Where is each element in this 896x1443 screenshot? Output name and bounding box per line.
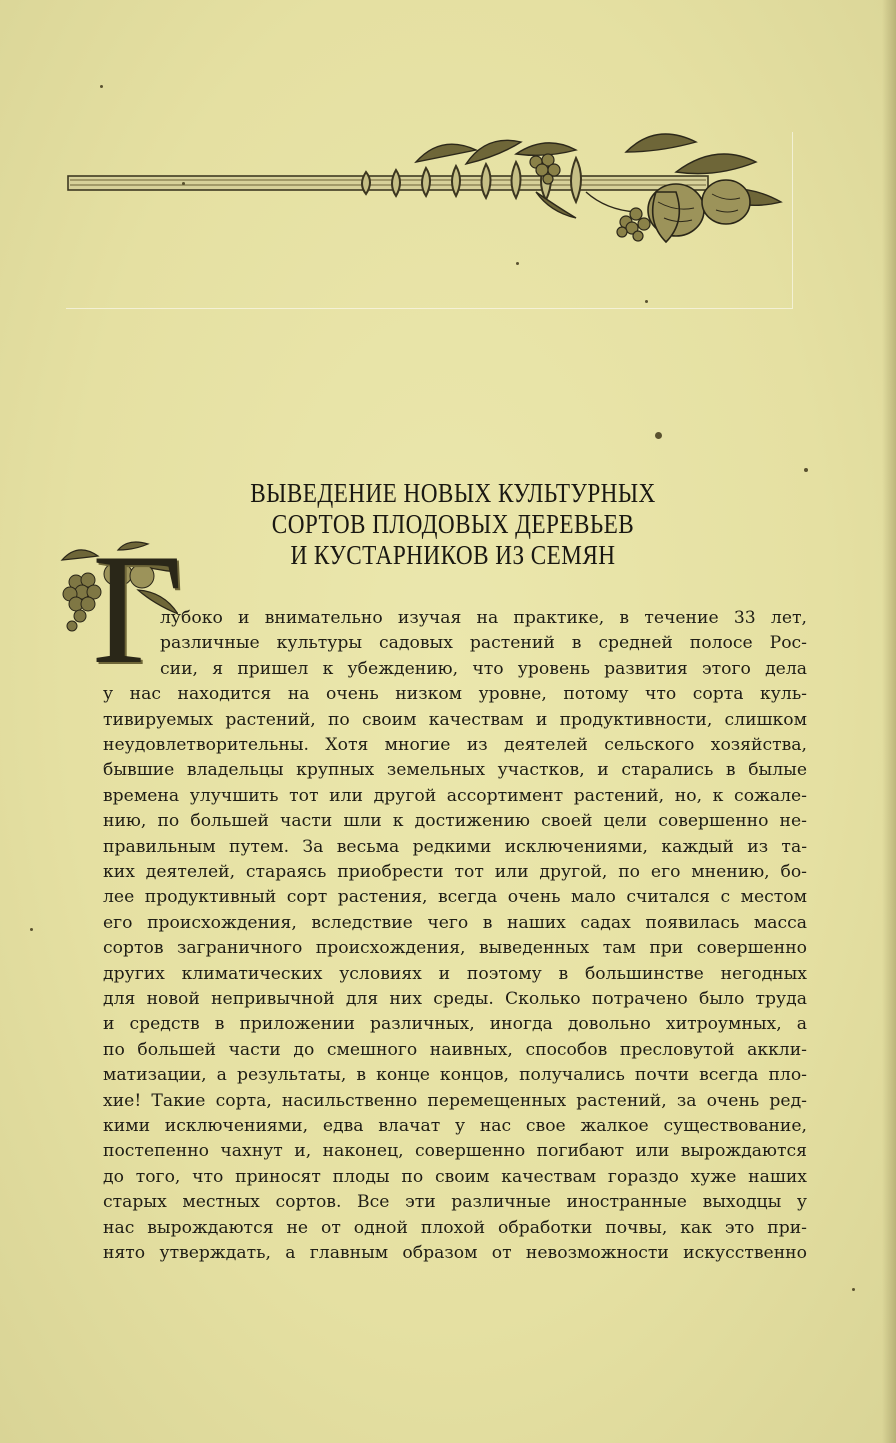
- body-text-line: лубоко и внимательно изучая на практике, в течение 33 лет,: [160, 608, 807, 628]
- body-text-line: ких деятелей, стараясь приобрести тот или другой, по его мнению, бо-: [103, 862, 807, 882]
- body-text-line: других климатических условиях и поэтому в большинстве негодных: [103, 963, 807, 984]
- body-text-line: различные культуры садовых растений в средней полосе Рос-: [160, 633, 807, 654]
- body-text-line: у нас находится на очень низком уровне, потому что сорта куль-: [103, 684, 807, 705]
- drop-cap-letter: Г: [92, 522, 184, 697]
- body-text-line: по большей части до смешного наивных, способов пресловутой аккли-: [103, 1039, 807, 1060]
- body-text-line: до того, что приносят плоды по своим качествам гораздо хуже наших: [103, 1166, 807, 1187]
- body-text-line: нас вырождаются не от одной плохой обработки почвы, как это при-: [103, 1217, 807, 1238]
- page-speck: [655, 432, 662, 439]
- body-text-line: сортов заграничного происхождения, выведенных там при совершенно: [103, 938, 807, 959]
- body-text-line: и средств в приложении различных, иногда довольно хитроумных, а: [103, 1014, 807, 1035]
- body-text-line: хие! Такие сорта, насильственно перемещенных растений, за очень ред-: [103, 1090, 807, 1111]
- body-text-line: неудовлетворительны. Хотя многие из деятелей сельского хозяйства,: [103, 735, 807, 755]
- body-text-line: времена улучшить тот или другой ассортимент растений, но, к сожале-: [103, 785, 807, 806]
- body-text-line: его происхождения, вследствие чего в наших садах появилась масса: [103, 912, 807, 933]
- body-text-line: матизации, а результаты, в конце концов, получались почти всегда пло-: [103, 1065, 807, 1086]
- body-text-line: лее продуктивный сорт растения, всегда очень мало считался с местом: [103, 887, 807, 908]
- vine-garland-ornament-icon: [66, 132, 792, 308]
- page-edge-shadow: [882, 0, 896, 1443]
- body-text-line: правильным путем. За весьма редкими исключениями, каждый из та-: [103, 836, 807, 857]
- chapter-title-line: И КУСТАРНИКОВ ИЗ СЕМЯН: [290, 540, 616, 570]
- body-text-line: сии, я пришел к убеждению, что уровень развития этого дела: [160, 658, 807, 679]
- page-speck: [852, 1288, 855, 1291]
- body-text-line: тивируемых растений, по своим качествам и продуктивности, слишком: [103, 709, 807, 730]
- page-speck: [182, 182, 185, 185]
- body-text-line: кими исключениями, едва влачат у нас свое жалкое существование,: [103, 1116, 807, 1136]
- page-speck: [645, 300, 648, 303]
- page-speck: [100, 85, 103, 88]
- page-speck: [516, 262, 519, 265]
- header-ornament-frame: [66, 132, 793, 309]
- body-text-line: нято утверждать, а главным образом от невозможности искусственно: [103, 1243, 807, 1263]
- body-text-line: для новой непривычной для них среды. Сколько потрачено было труда: [103, 989, 807, 1009]
- page-speck: [30, 928, 33, 931]
- body-text-line: постепенно чахнут и, наконец, совершенно погибают или вырождаются: [103, 1141, 807, 1162]
- body-text-line: нию, по большей части шли к достижению своей цели совершенно не-: [103, 811, 807, 832]
- chapter-title-line: ВЫВЕДЕНИЕ НОВЫХ КУЛЬТУРНЫХ: [250, 478, 656, 508]
- chapter-title-line: СОРТОВ ПЛОДОВЫХ ДЕРЕВЬЕВ: [271, 509, 635, 539]
- body-text-line: старых местных сортов. Все эти различные иностранные выходцы у: [103, 1192, 807, 1213]
- body-text-line: бывшие владельцы крупных земельных участков, и старались в былые: [103, 760, 807, 781]
- page-speck: [804, 468, 808, 472]
